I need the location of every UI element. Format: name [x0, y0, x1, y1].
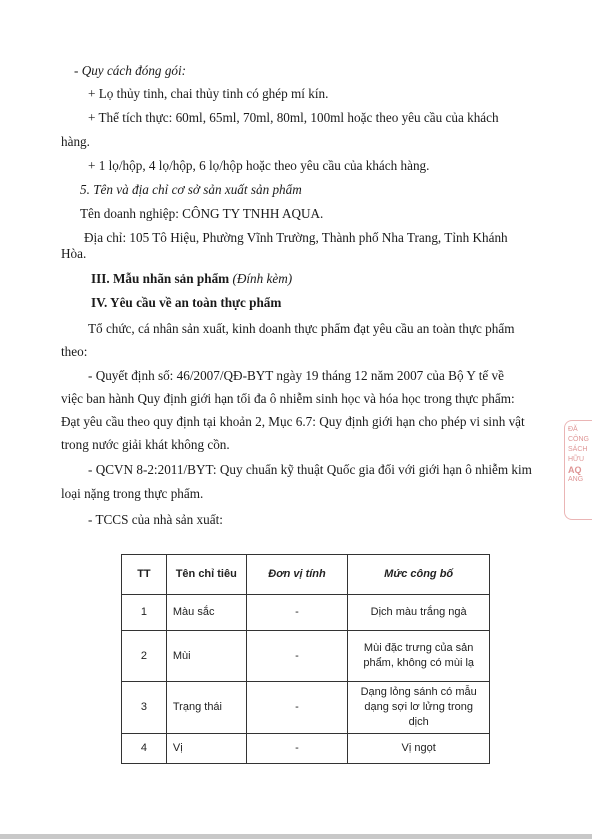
row1-name: Màu sắc — [166, 595, 246, 631]
stamp-line: ANG — [568, 476, 584, 483]
row2-unit: - — [246, 631, 348, 682]
address-line-2: Hòa. — [61, 246, 87, 261]
bottle-type-line: + Lọ thủy tinh, chai thủy tinh có ghép mí kín. — [88, 86, 329, 101]
pack-count-line: + 1 lọ/hộp, 4 lọ/hộp, 6 lọ/hộp hoặc theo yêu cầu của khách hàng. — [88, 158, 430, 173]
row2-name: Mùi — [166, 631, 246, 682]
header-declared-level: Mức công bố — [348, 555, 490, 595]
row4-level: Vị ngọt — [348, 734, 490, 764]
stamp-line: CÔNG — [568, 436, 589, 443]
section4-heading: IV. Yêu cầu về an toàn thực phẩm — [91, 295, 282, 310]
row3-name: Trạng thái — [166, 682, 246, 734]
volume-line-2: hàng. — [61, 134, 90, 149]
qcvn-line-2: loại nặng trong thực phẩm. — [61, 486, 204, 501]
table-row — [122, 734, 490, 764]
row4-name: Vị — [166, 734, 246, 764]
packaging-heading: - Quy cách đóng gói: — [74, 63, 187, 78]
row4-tt: 4 — [122, 734, 167, 764]
section3-heading-row — [91, 271, 292, 287]
row1-level: Dịch màu trắng ngà — [348, 595, 490, 631]
decision-line-1: - Quyết định số: 46/2007/QĐ-BYT ngày 19 tháng 12 năm 2007 của Bộ Y tế về — [88, 368, 504, 383]
row3-unit: - — [246, 682, 348, 734]
stamp-line: SÁCH — [568, 446, 588, 453]
qcvn-line-1: - QCVN 8-2:2011/BYT: Quy chuẩn kỹ thuật Quốc gia đối với giới hạn ô nhiễm kim — [88, 462, 532, 477]
intro-line-2: theo: — [61, 344, 88, 359]
header-tt: TT — [122, 555, 167, 595]
table-row — [122, 682, 490, 734]
table-row — [122, 595, 490, 631]
intro-line-1: Tổ chức, cá nhân sản xuất, kinh doanh thực phẩm đạt yêu cầu an toàn thực phẩm — [88, 321, 515, 336]
row2-level: Mùi đặc trưng của sản phẩm, không có mùi lạ — [348, 631, 490, 682]
company-name-line: Tên doanh nghiệp: CÔNG TY TNHH AQUA. — [80, 206, 324, 221]
tccs-table — [121, 554, 490, 764]
row1-tt: 1 — [122, 595, 167, 631]
row3-level: Dạng lỏng sánh có mẫu dạng sợi lơ lửng trong dịch — [348, 682, 490, 734]
tccs-heading: - TCCS của nhà sản xuất: — [88, 512, 223, 527]
header-unit: Đơn vị tính — [246, 555, 348, 595]
stamp-line: HỮU — [568, 456, 585, 463]
row3-tt: 3 — [122, 682, 167, 734]
row1-unit: - — [246, 595, 348, 631]
address-line-1: Địa chỉ: 105 Tô Hiệu, Phường Vĩnh Trường, Thành phố Nha Trang, Tỉnh Khánh — [84, 230, 508, 245]
stamp-line: ĐĂ — [568, 426, 578, 433]
section5-heading: 5. Tên và địa chỉ cơ sở sản xuất sản phẩm — [80, 182, 302, 197]
table-row — [122, 631, 490, 682]
stamp-line: AQ — [568, 465, 582, 475]
section3-note: (Đính kèm) — [232, 271, 293, 286]
section3-heading: III. Mẫu nhãn sản phẩm — [91, 271, 230, 286]
header-indicator-name: Tên chỉ tiêu — [166, 555, 246, 595]
volume-line-1: + Thể tích thực: 60ml, 65ml, 70ml, 80ml, 100ml hoặc theo yêu cầu của khách — [88, 110, 499, 125]
row4-unit: - — [246, 734, 348, 764]
scan-edge — [0, 834, 592, 839]
decision-line-4: trong nước giải khát không cồn. — [61, 437, 230, 452]
row2-tt: 2 — [122, 631, 167, 682]
decision-line-2: việc ban hành Quy định giới hạn tối đa ô nhiễm sinh học và hóa học trong thực phẩm: — [61, 391, 515, 406]
company-stamp — [564, 420, 592, 520]
decision-line-3: Đạt yêu cầu theo quy định tại khoản 2, Mục 6.7: Quy định giới hạn cho phép vi sinh vật — [61, 414, 525, 429]
table-header-row — [122, 555, 490, 595]
